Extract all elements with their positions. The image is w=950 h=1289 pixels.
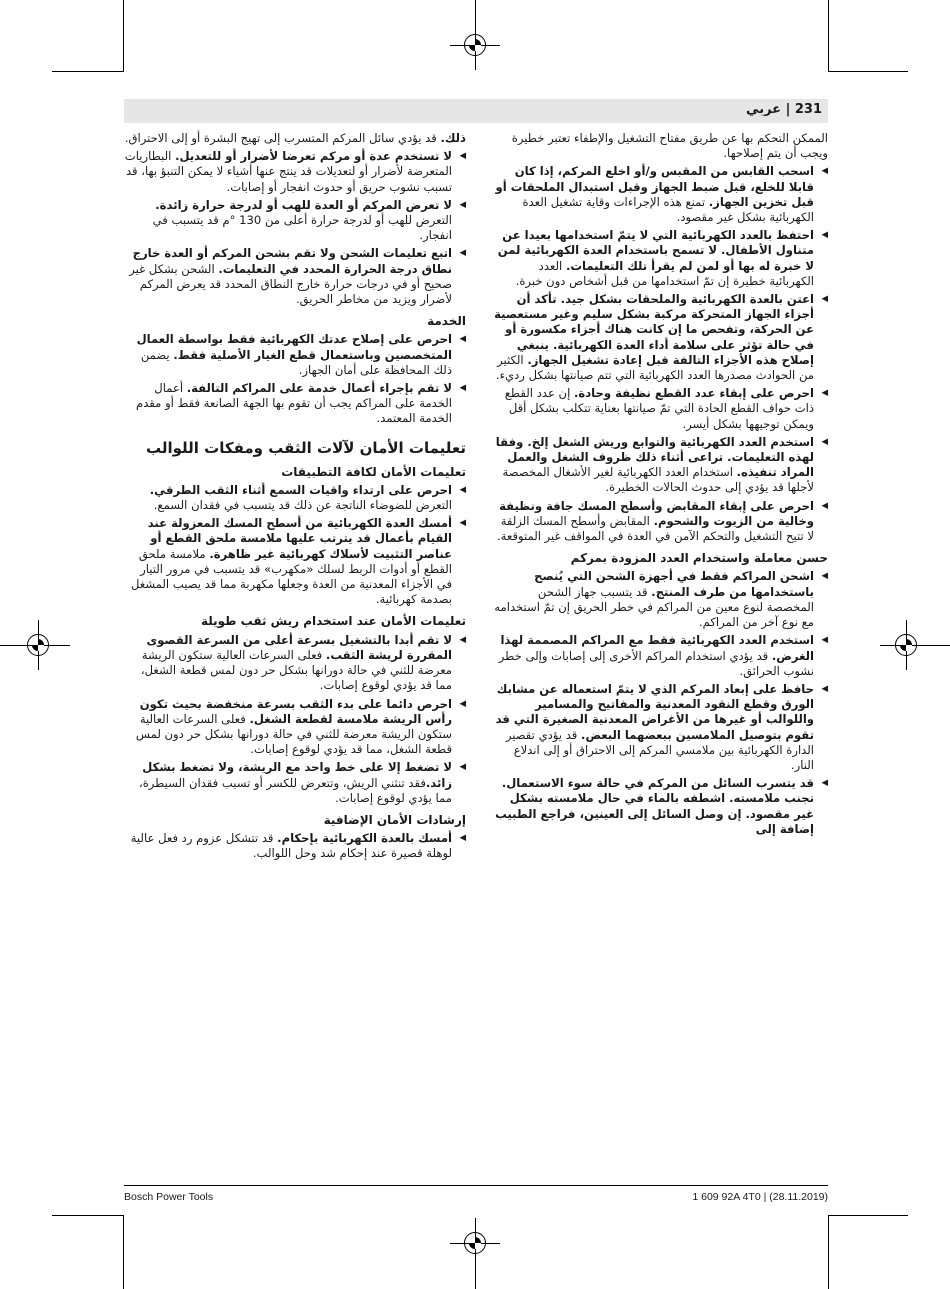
left-column (124, 131, 466, 865)
footer-divider (124, 1185, 828, 1186)
list-item: ◀ احرص دائما على بدء الثقب بسرعة منخفضة بحيث تكون رأس الريشة ملامسة لقطعة الشغل. فعلى السرعات العالية ستكون الريشة معرضة للثني في حالة دورانها بشكل حر دون لمس قطعة الشغل، مما قد يؤدي لوقوع إصابات. (124, 697, 466, 758)
intro-text: الممكن التحكم بها عن طريق مفتاح التشغيل والإطفاء تعتبر خطيرة ويجب أن يتم إصلاحها. (511, 131, 828, 161)
crop-mark-top-left (123, 0, 124, 72)
main-heading: تعليمات الأمان لآلات الثقب ومفكات اللوالب (145, 438, 466, 457)
crop-mark-bottom-right (828, 1215, 829, 1289)
section-heading: إرشادات الأمان الإضافية (323, 812, 466, 827)
list-item: ◀ حافظ على إبعاد المركم الذي لا يتمّ استعماله عن مشابك الورق وقطع النقود المعدنية والمفاتيح والمسامير واللوالب أو غيرها من الأغراض المعدنية الصغيرة التي قد تقوم بتوصيل الملامسين ببعضهما البعض. قد يؤدي تقصير الدارة الكهربائية بين ملامسي المركم إلى الاحتراق أو إلى اندلاع النار. (494, 682, 828, 773)
section-heading: تعليمات الأمان لكافة التطبيقات (281, 464, 466, 479)
list-item: ◀ لا تستخدم عدة أو مركم تعرضا لأضرار أو للتعديل. البطاريات المتعرضة لأضرار أو لتعديلات قد ينتج عنها أشياء لا يمكن التنبؤ بها، قد تسبب نشوب حريق أو حدوث انفجار أو إصابات. (124, 149, 466, 195)
list-item: ◀ لا تضغط إلا على خط واحد مع الريشة، ولا تضغط بشكل زائد.فقد تنثني الريش، وتتعرض للكسر أو تسبب فقدان السيطرة، مما يؤدي لوقوع إصابات. (124, 760, 466, 806)
crop-mark-bottom-left-h (52, 1215, 124, 1216)
list-item: ◀ احرص على إبقاء عدد القطع نظيفة وحادة. إن عدد القطع ذات حواف القطع الحادة التي تمّ صيانتها بعناية تتكلب بشكل أقل ويمكن توجيهها بشكل أيسر. (494, 386, 828, 432)
list-item: ◀ اعتن بالعدة الكهربائية والملحقات بشكل جيد. تأكد أن أجزاء الجهاز المتحركة مركبة بشكل سليم وغير مستعصية عن الحركة، وتفحص ما إن كانت هناك أجزاء مكسورة أو في حالة تؤثر على سلامة أداء العدة الكهربائية. ينبغي إصلاح هذه الأجزاء التالفة قبل إعادة تشغيل الجهاز. الكثير من الحوادث مصدرها العدد الكهربائية التي تتم صيانتها بشكل رديء. (494, 292, 828, 383)
list-item: ◀ لا تقم بإجراء أعمال خدمة على المراكم التالفة. أعمال الخدمة على المراكم يجب أن تقوم بها الجهة الصانعة فقط أو مقدم الخدمة المعتمد. (124, 381, 466, 427)
list-item: ◀ اتبع تعليمات الشحن ولا تقم بشحن المركم أو العدة خارج نطاق درجة الحرارة المحدد في التعليمات. الشحن بشكل غير صحيح أو في درجات حرارة خارج النطاق المحدد قد يعرض المركم لأضرار ويزيد من مخاطر الحريق. (124, 246, 466, 307)
registration-mark-left (27, 634, 49, 656)
crop-mark-top-right (828, 0, 829, 72)
list-item: ◀ أمسك العدة الكهربائية من أسطح المسك المعزولة عند القيام بأعمال قد يترتب عليها ملامسة ملحق القطع أو عناصر التثبيت لأسلاك كهربائية غير ظاهرة. ملامسة ملحق القطع أو أدوات الربط لسلك «مكهرب» قد يتسبب في مرور التيار في الأجزاء المعدنية من العدة وجعلها مكهربة مما قد يصيب المشغل بصدمة كهربائية. (124, 516, 466, 607)
continuation-text: ذلك. قد يؤدي سائل المركم المتسرب إلى تهيج البشرة أو إلى الاحتراق. (124, 131, 466, 145)
list-item: ◀ احرص على إبقاء المقابض وأسطح المسك جافة ونظيفة وخالية من الزيوت والشحوم. المقابض وأسطح المسك الزلقة لا تتيح التشغيل والتحكم الآمن في العدة في المواقف غير المتوقعة. (494, 499, 828, 545)
list-item: ◀ احتفظ بالعدد الكهربائية التي لا يتمّ استخدامها بعيدا عن متناول الأطفال. لا تسمح باستخدام العدة الكهربائية لمن لا خبرة له بها أو لمن لم يقرأ تلك التعليمات. العدد الكهربائية خطيرة إن تمّ استخدامها من قبل أشخاص دون خبرة. (494, 228, 828, 289)
registration-mark-top (464, 34, 486, 56)
right-column (494, 131, 828, 840)
list-item: ◀ احرص على ارتداء واقيات السمع أثناء الثقب الطرقي. التعرض للضوضاء الناتجة عن ذلك قد يتسبب في فقدان السمع. (124, 483, 466, 513)
list-item: ◀ لا تقم أبدا بالتشغيل بسرعة أعلى من السرعة القصوى المقررة لريشة الثقب. فعلى السرعات العالية ستكون الريشة معرضة للثني في حالة دورانها بشكل حر دون لمس قطعة الشغل، مما قد يؤدي لوقوع إصابات. (124, 633, 466, 694)
section-heading: تعليمات الأمان عند استخدام ريش ثقب طويلة (200, 614, 466, 629)
list-item: ◀ قد يتسرب السائل من المركم في حالة سوء الاستعمال. تجنب ملامسته. اشطفه بالماء في حال ملامسته بشكل غير مقصود. إن وصل السائل إلى العينين، فراجع الطبيب إضافة إلى (494, 776, 828, 837)
list-item: ◀ لا تعرض المركم أو العدة للهب أو لدرجة حرارة زائدة. التعرض للهب أو لدرجة حرارة أعلى من 130 °م قد يتسبب في انفجار. (124, 198, 466, 244)
footer-doc-ref: 1 609 92A 4T0 | (28.11.2019) (692, 1191, 828, 1203)
list-item: ◀ اسحب القابس من المقبس و/أو اخلع المركم، إذا كان قابلا للخلع، قبل ضبط الجهاز وقبل استبدال الملحقات أو قبل تخزين الجهاز. تمنع هذه الإجراءات وقاية تشغيل العدة الكهربائية بشكل غير مقصود. (494, 164, 828, 225)
list-item: ◀ أمسك بالعدة الكهربائية بإحكام. قد تتشكل عزوم رد فعل عالية لوهلة قصيرة عند إحكام شد وحل اللوالب. (124, 831, 466, 861)
crop-mark-bottom-left (123, 1215, 124, 1289)
crop-mark-top-right-h (828, 71, 908, 72)
section-heading: الخدمة (427, 314, 466, 329)
list-item: ◀ استخدم العدد الكهربائية فقط مع المراكم المصممة لهذا الغرض. قد يؤدي استخدام المراكم الأخرى إلى إصابات وإلى خطر نشوب الحرائق. (494, 633, 828, 679)
crop-mark-bottom-right-h (828, 1215, 908, 1216)
footer-brand: Bosch Power Tools (124, 1191, 214, 1203)
list-item: ◀ احرص على إصلاح عدتك الكهربائية فقط بواسطة العمال المتخصصين وباستعمال قطع الغيار الأصلية فقط. يضمن ذلك المحافظة على أمان الجهاز. (124, 332, 466, 378)
page-number-label: 231 | عربي (746, 102, 822, 117)
list-item: ◀ استخدم العدد الكهربائية والتوابع وريش الشغل إلخ. وفقا لهذه التعليمات. تراعى أثناء ذلك ظروف الشغل والعمل المراد تنفيذه. استخدام العدد الكهربائية لغير الأشغال المخصصة لأجلها قد يؤدي إلى حدوث الحالات الخطيرة. (494, 435, 828, 496)
list-item: ◀ اشحن المراكم فقط في أجهزة الشحن التي يُنصح باستخدامها من طرف المنتج. قد يتسبب جهاز الشحن المخصصة لنوع معين من المراكم في خطر الحريق إن تمّ استخدامه مع نوع آخر من المراكم. (494, 569, 828, 630)
registration-mark-bottom (464, 1232, 486, 1254)
page-header (124, 99, 828, 123)
section-heading: حسن معاملة واستخدام العدد المزودة بمركم (570, 551, 828, 566)
registration-mark-right (895, 634, 917, 656)
crop-mark-top-left-h (52, 71, 124, 72)
